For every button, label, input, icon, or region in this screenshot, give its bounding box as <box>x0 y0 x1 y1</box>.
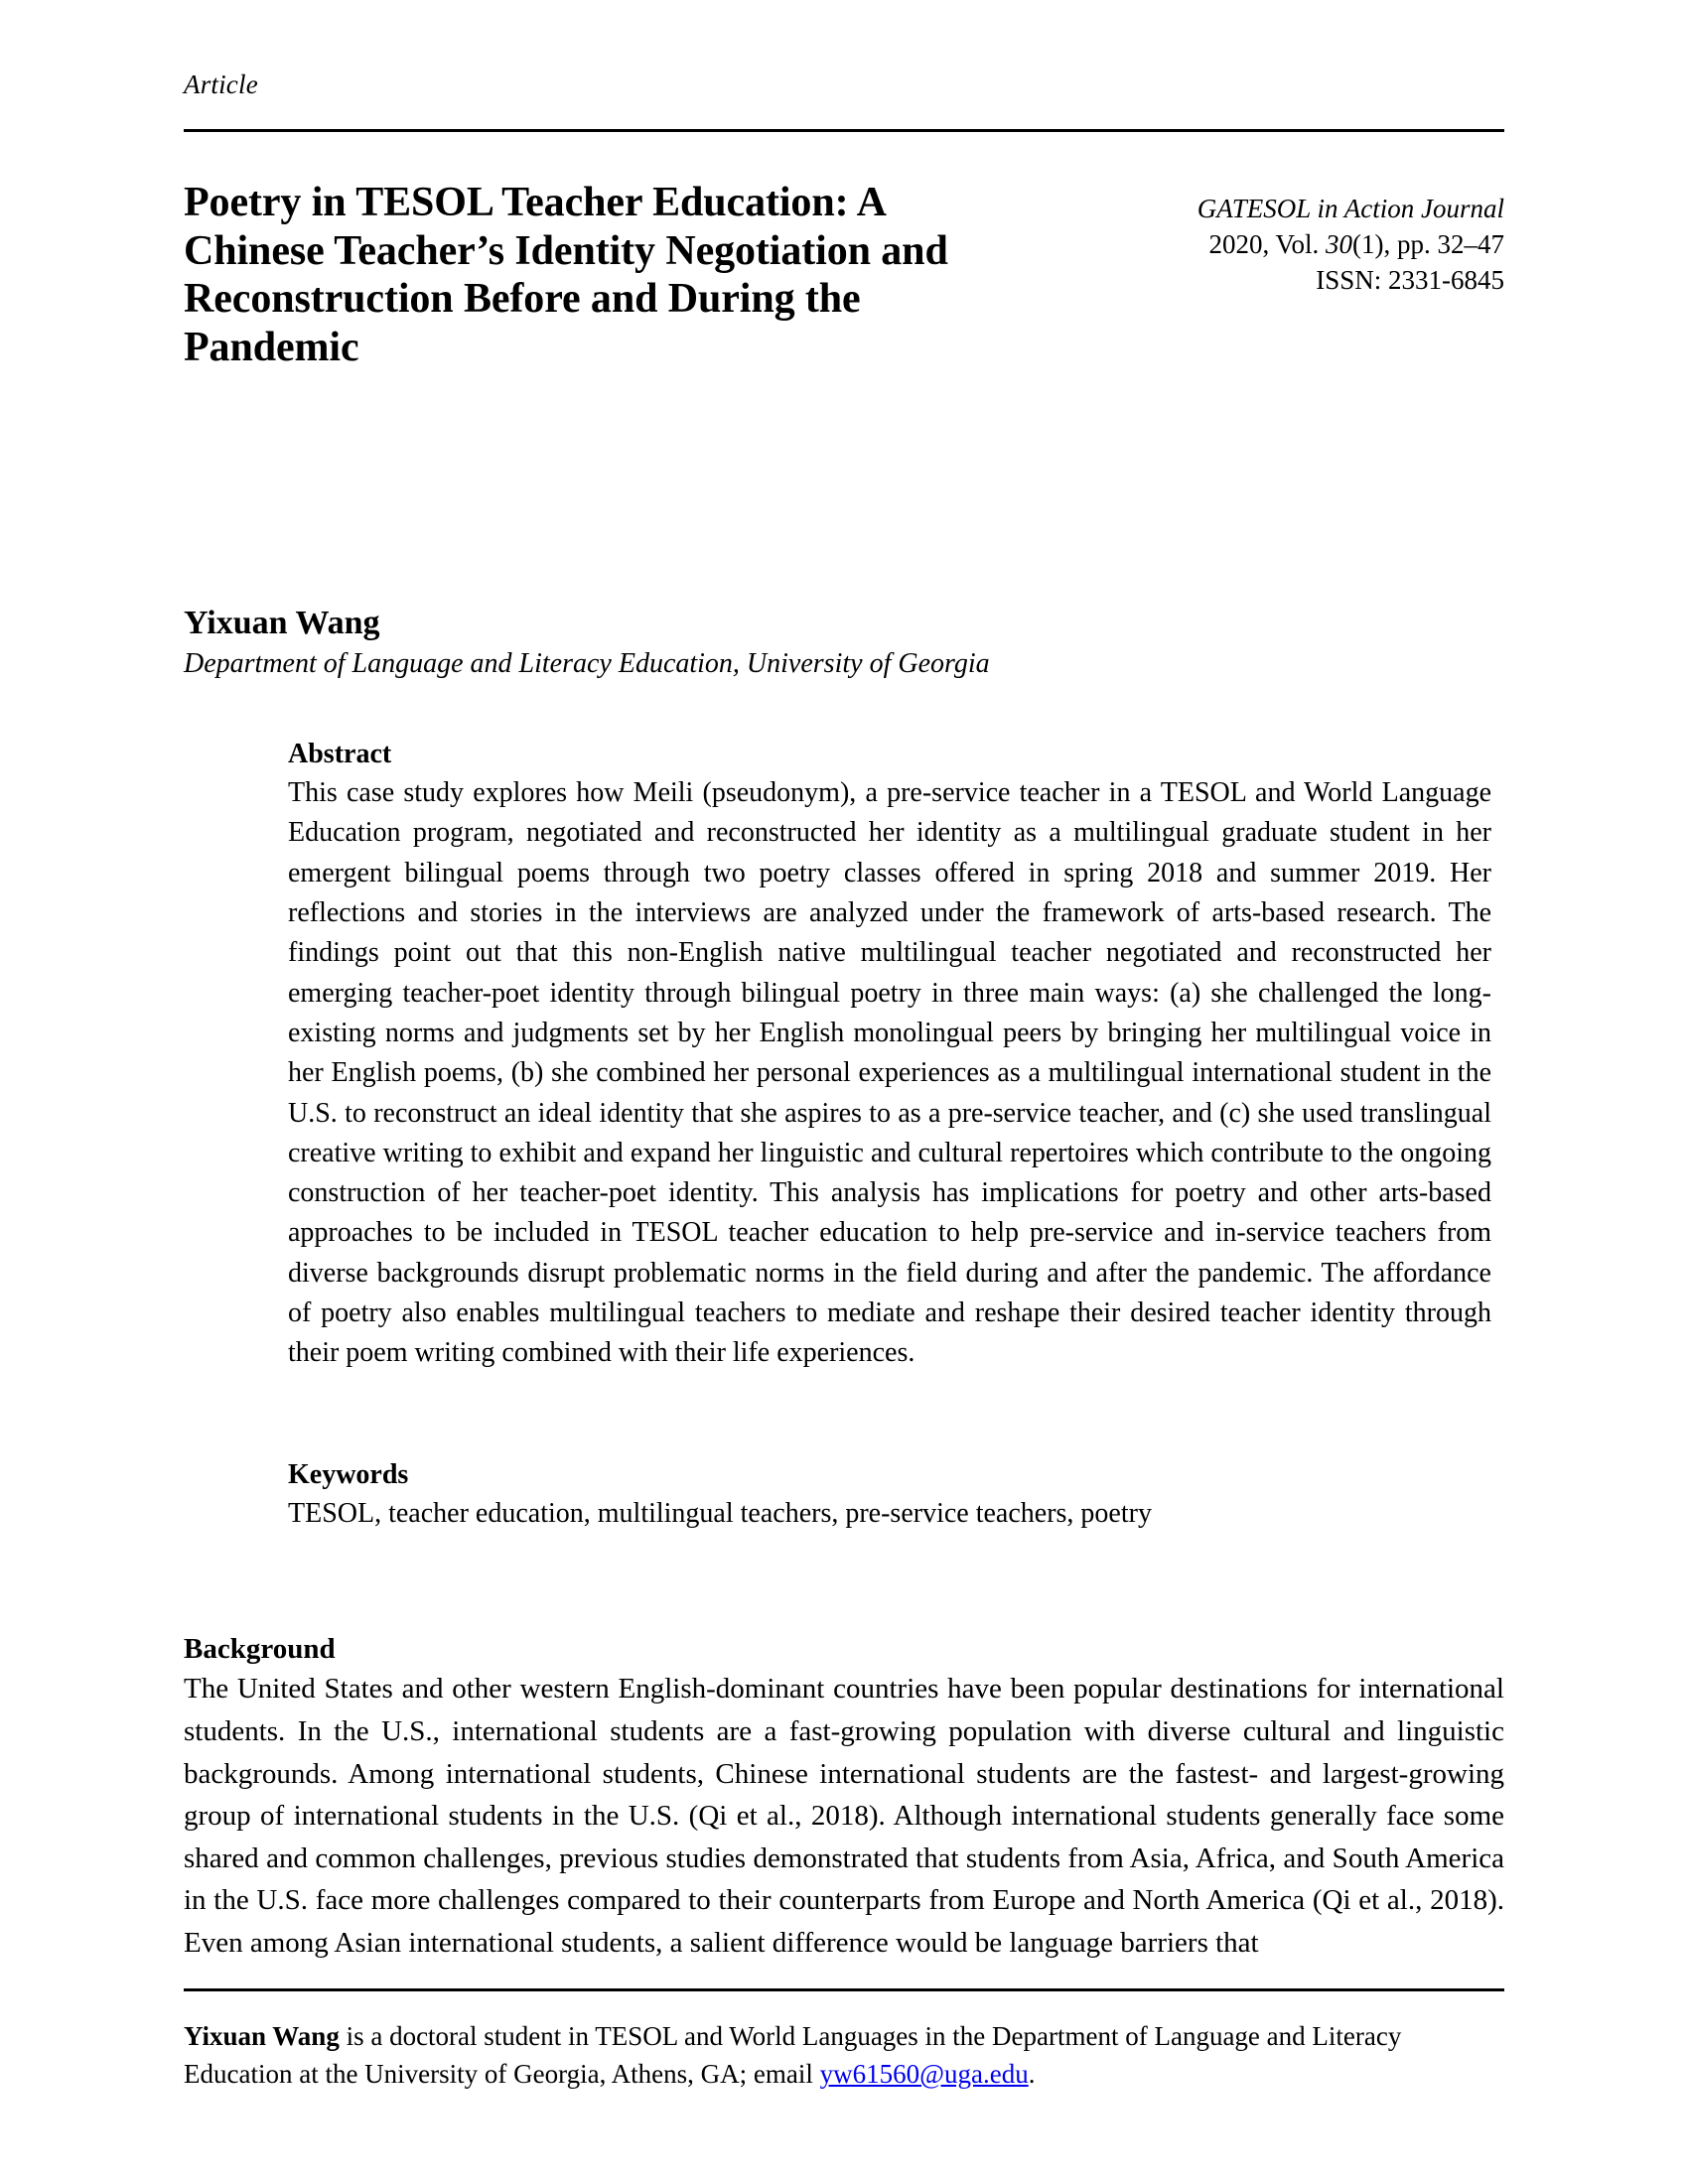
keywords-heading: Keywords <box>288 1459 409 1490</box>
running-head: Article <box>184 69 258 99</box>
journal-volume-number: 30 <box>1326 229 1353 260</box>
footnote-divider-rule <box>184 1988 1504 1991</box>
background-section <box>184 1631 1504 1965</box>
title-column <box>184 179 1018 372</box>
page-title: Poetry in TESOL Teacher Education: A Chinese Teacher’s Identity Negotiation and Reconstruction Before and During the Pandemic <box>184 180 948 371</box>
background-text: The United States and other western English-dominant countries have been popular destinations for international students. In the U.S., international students are a fast-growing population with diverse cultural and linguistic backgrounds. Among international students, Chinese international students are the fastest- and largest-growing group of international students in the U.S. (Qi et al., 2018). Although international students generally face some shared and common challenges, previous studies demonstrated that students from Asia, Africa, and South America in the U.S. face more challenges compared to their counterparts from Europe and North America (Qi et al., 2018). Even among Asian international students, a salient difference would be language barriers that <box>184 1673 1504 1959</box>
author-footnote <box>184 2017 1504 2094</box>
abstract-text: This case study explores how Meili (pseudonym), a pre-service teacher in a TESOL and World Language Education program, negotiated and reconstructed her identity as a multilingual graduate student in her emergent bilingual poems through two poetry classes offered in spring 2018 and summer 2019. Her reflections and stories in the interviews are analyzed under the framework of arts-based research. The findings point out that this non-English native multilingual teacher negotiated and reconstructed her emerging teacher-poet identity through bilingual poetry in three main ways: (a) she challenged the long-existing norms and judgments set by her English monolingual peers by bringing her multilingual voice in her English poems, (b) she combined her personal experiences as a multilingual international student in the U.S. to reconstruct an ideal identity that she aspires to as a pre-service teacher, and (c) she used translingual creative writing to exhibit and expand her linguistic and cultural repertoires which contribute to the ongoing construction of her teacher-poet identity. This analysis has implications for poetry and other arts-based approaches to be included in TESOL teacher education to help pre-service and in-service teachers from diverse backgrounds disrupt problematic norms in the field during and after the pandemic. The affordance of poetry also enables multilingual teachers to mediate and reshape their desired teacher identity through their poem writing combined with their life experiences. <box>288 777 1491 1369</box>
footnote-author-name: Yixuan Wang <box>184 2021 340 2051</box>
journal-issue-pages: (1), pp. 32–47 <box>1352 229 1504 260</box>
header-divider-rule <box>184 129 1504 132</box>
journal-issn: ISSN: 2331-6845 <box>1316 265 1504 296</box>
abstract-section <box>288 737 1491 1374</box>
journal-issue <box>1087 226 1504 262</box>
keywords-section <box>288 1457 1491 1534</box>
author-block <box>184 604 1504 681</box>
footnote-text-after-email: . <box>1028 2059 1036 2090</box>
author-affiliation: Department of Language and Literacy Education, University of Georgia <box>184 648 990 680</box>
keywords-text: TESOL, teacher education, multilingual teachers, pre-service teachers, poetry <box>288 1498 1152 1529</box>
footnote-text-before-email: is a doctoral student in TESOL and World Languages in the Department of Language and Literacy Education at the University of Georgia, Athens, GA; email <box>184 2021 1402 2090</box>
journal-issue-year: 2020, Vol. <box>1208 229 1327 260</box>
journal-info <box>1087 191 1504 299</box>
author-email-link[interactable]: yw61560@uga.edu <box>819 2059 1029 2090</box>
journal-name: GATESOL in Action Journal <box>1196 194 1504 223</box>
abstract-heading: Abstract <box>288 739 392 769</box>
background-heading: Background <box>184 1633 336 1665</box>
author-name: Yixuan Wang <box>184 605 380 641</box>
